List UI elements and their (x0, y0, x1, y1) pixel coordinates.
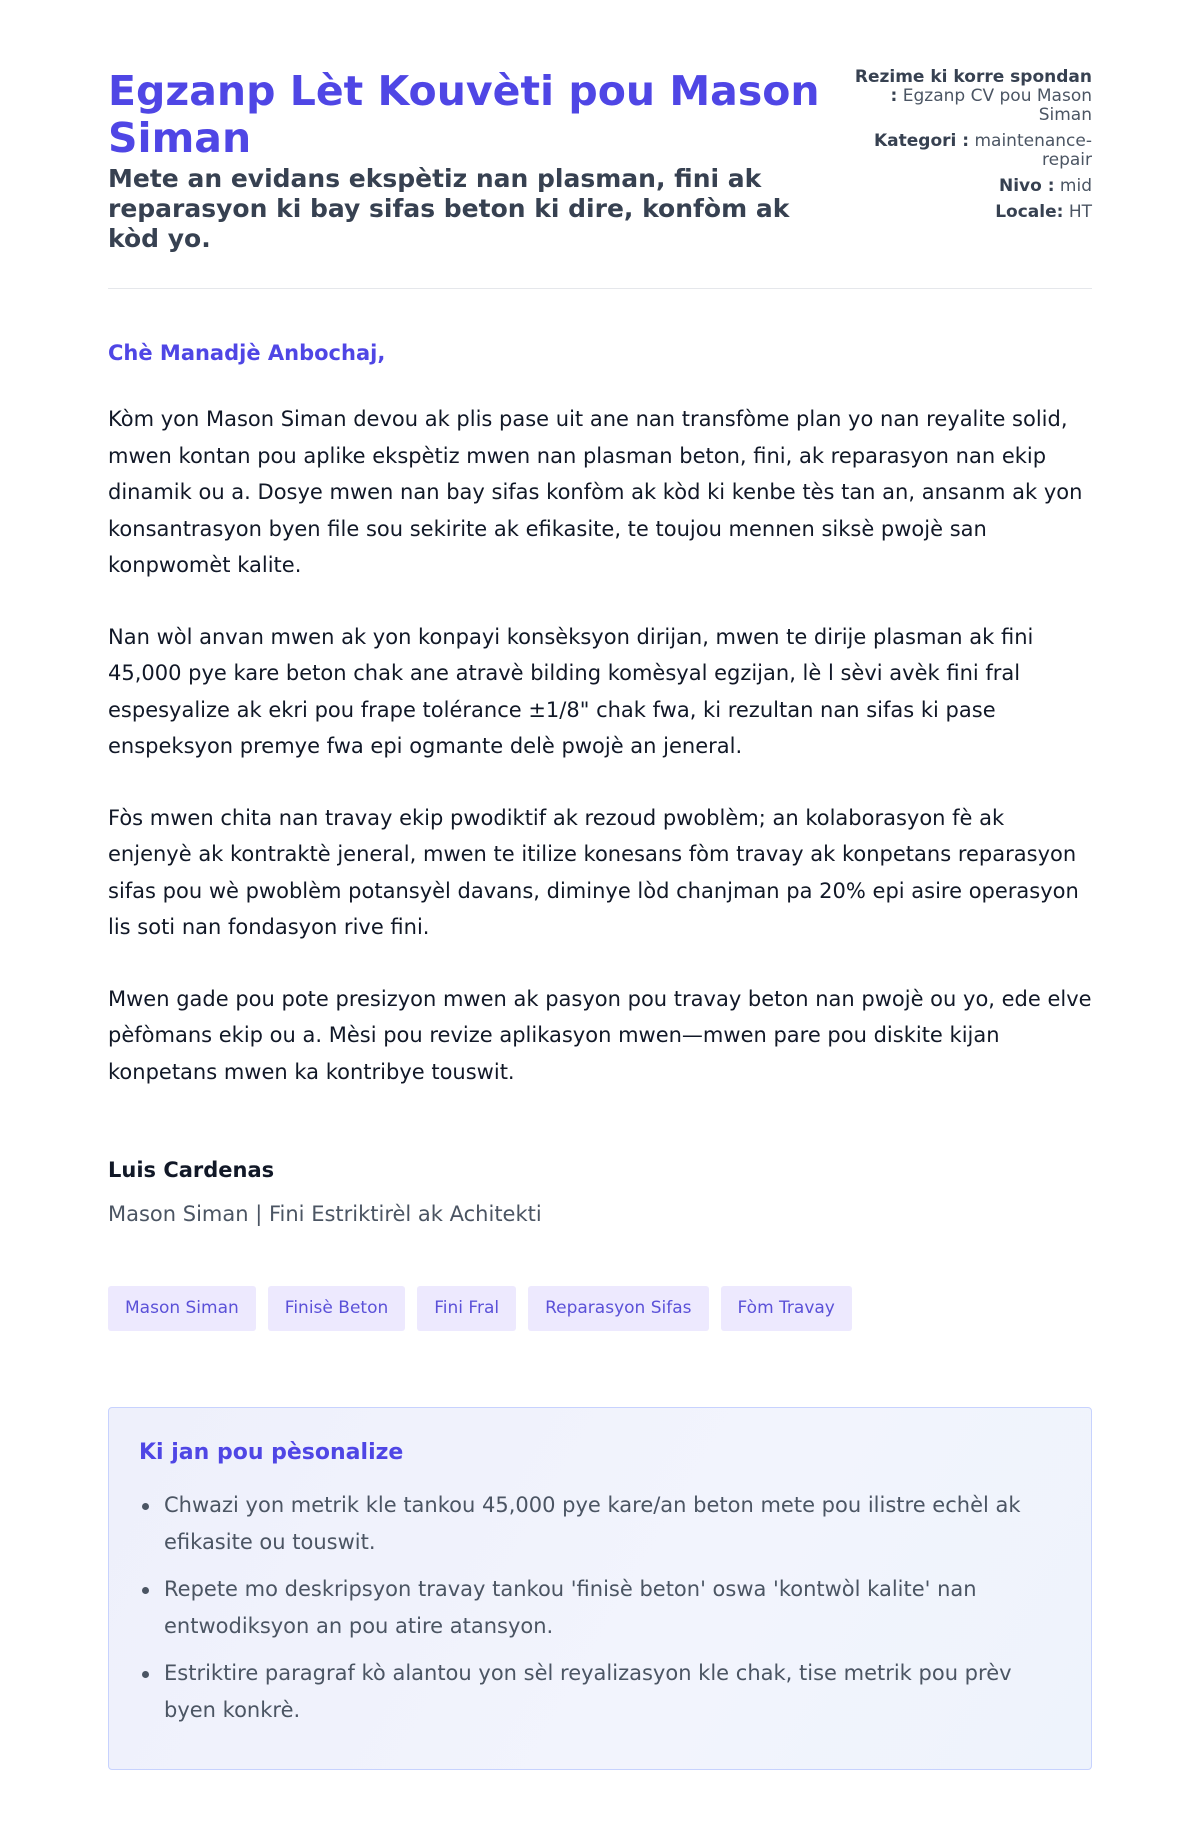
letter-salutation: Chè Manadjè Anbochaj, (108, 341, 386, 365)
letter-paragraph: Fòs mwen chita nan travay ekip pwodiktif ak rezoud pwoblèm; an kolaborasyon fè ak enjenyè ak kontraktè jeneral, mwen te itilize konesans fòm travay ak konpetans reparasyon sifas pou wè pwoblèm potansyèl davans, diminye lòd chanjman pa 20% epi asire operasyon lis soti nan fondasyon rive fini. (108, 805, 1079, 939)
meta-level-label: Nivo : (998, 176, 1055, 196)
meta-category (847, 132, 1092, 170)
tag-label: Mason Siman (125, 1298, 239, 1318)
tips-list (139, 1487, 1061, 1729)
meta-resume-value[interactable]: Egzanp CV pou Mason Siman (902, 86, 1092, 125)
meta-locale (847, 203, 1092, 222)
letter-paragraph: Mwen gade pou pote presizyon mwen ak pasyon pou travay beton nan pwojè ou yo, ede elve pèfòmans ekip ou a. Mèsi pou revize aplikasyon mwen—mwen pare pou diskite kijan konpetans mwen ka kontribye touswit. (108, 986, 1092, 1084)
signature-title: Mason Siman | Fini Estriktirèl ak Achitekti (108, 1202, 542, 1226)
meta-locale-label: Locale: (995, 202, 1064, 222)
tag-label: Fini Fral (434, 1298, 500, 1318)
header-divider (108, 288, 1092, 289)
tag-chip[interactable] (721, 1286, 852, 1331)
meta-panel (847, 68, 1092, 229)
tips-item: Estriktire paragraf kò alantou yon sèl reyalizasyon kle chak, tise metrik pou prèv byen konkrè. (139, 1655, 1061, 1729)
customization-tips-box (108, 1407, 1092, 1770)
tag-list (108, 1286, 1092, 1331)
tips-title: Ki jan pou pèsonalize (139, 1440, 404, 1465)
header-left (108, 68, 828, 254)
tips-item: Chwazi yon metrik kle tankou 45,000 pye kare/an beton mete pou ilistre echèl ak efikasite ou touswit. (139, 1487, 1061, 1561)
tag-chip[interactable] (528, 1286, 708, 1331)
tag-label: Fòm Travay (737, 1298, 835, 1318)
tag-label: Finisè Beton (284, 1298, 389, 1318)
page-subtitle: Mete an evidans ekspètiz nan plasman, fini ak reparasyon ki bay sifas beton ki dire, konfòm ak kòd yo. (108, 164, 790, 253)
meta-locale-value: HT (1068, 202, 1092, 222)
meta-category-label: Kategori : (874, 131, 970, 151)
tag-chip[interactable] (108, 1286, 256, 1331)
header (108, 68, 1092, 254)
page-title: Egzanp Lèt Kouvèti pou Mason Siman (108, 67, 820, 162)
meta-category-value: maintenance-repair (974, 131, 1092, 170)
signature-name: Luis Cardenas (108, 1158, 275, 1182)
letter-paragraph: Kòm yon Mason Siman devou ak plis pase uit ane nan transfòme plan yo nan reyalite solid, mwen kontan pou aplike ekspètiz mwen nan plasman beton, fini, ak reparasyon nan ekip dinamik ou a. Dosye mwen nan bay sifas konfòm ak kòd ki kenbe tès tan an, ansanm ak yon konsantrasyon byen file sou sekirite ak efikasite, te toujou mennen siksè pwojè san konpwomèt kalite. (108, 407, 1083, 577)
meta-resume (847, 68, 1092, 125)
tag-chip[interactable] (417, 1286, 516, 1331)
tag-label: Reparasyon Sifas (545, 1298, 692, 1318)
meta-level-value: mid (1059, 176, 1092, 196)
tips-item: Repete mo deskripsyon travay tankou 'finisè beton' oswa 'kontwòl kalite' nan entwodiksyon an pou atire atansyon. (139, 1571, 1061, 1645)
meta-level (847, 177, 1092, 196)
tag-chip[interactable] (268, 1286, 405, 1331)
meta-resume-label: Rezime ki korre spondan : (854, 67, 1092, 106)
letter-paragraph: Nan wòl anvan mwen ak yon konpayi konsèksyon dirijan, mwen te dirije plasman ak fini 45,000 pye kare beton chak ane atravè bilding komèsyal egzijan, lè l sèvi avèk fini fral espesyalize ak ekri pou frape tolérance ±1/8" chak fwa, ki rezultan nan sifas ki pase enspeksyon premye fwa epi ogmante delè pwojè an jeneral. (108, 624, 1034, 758)
